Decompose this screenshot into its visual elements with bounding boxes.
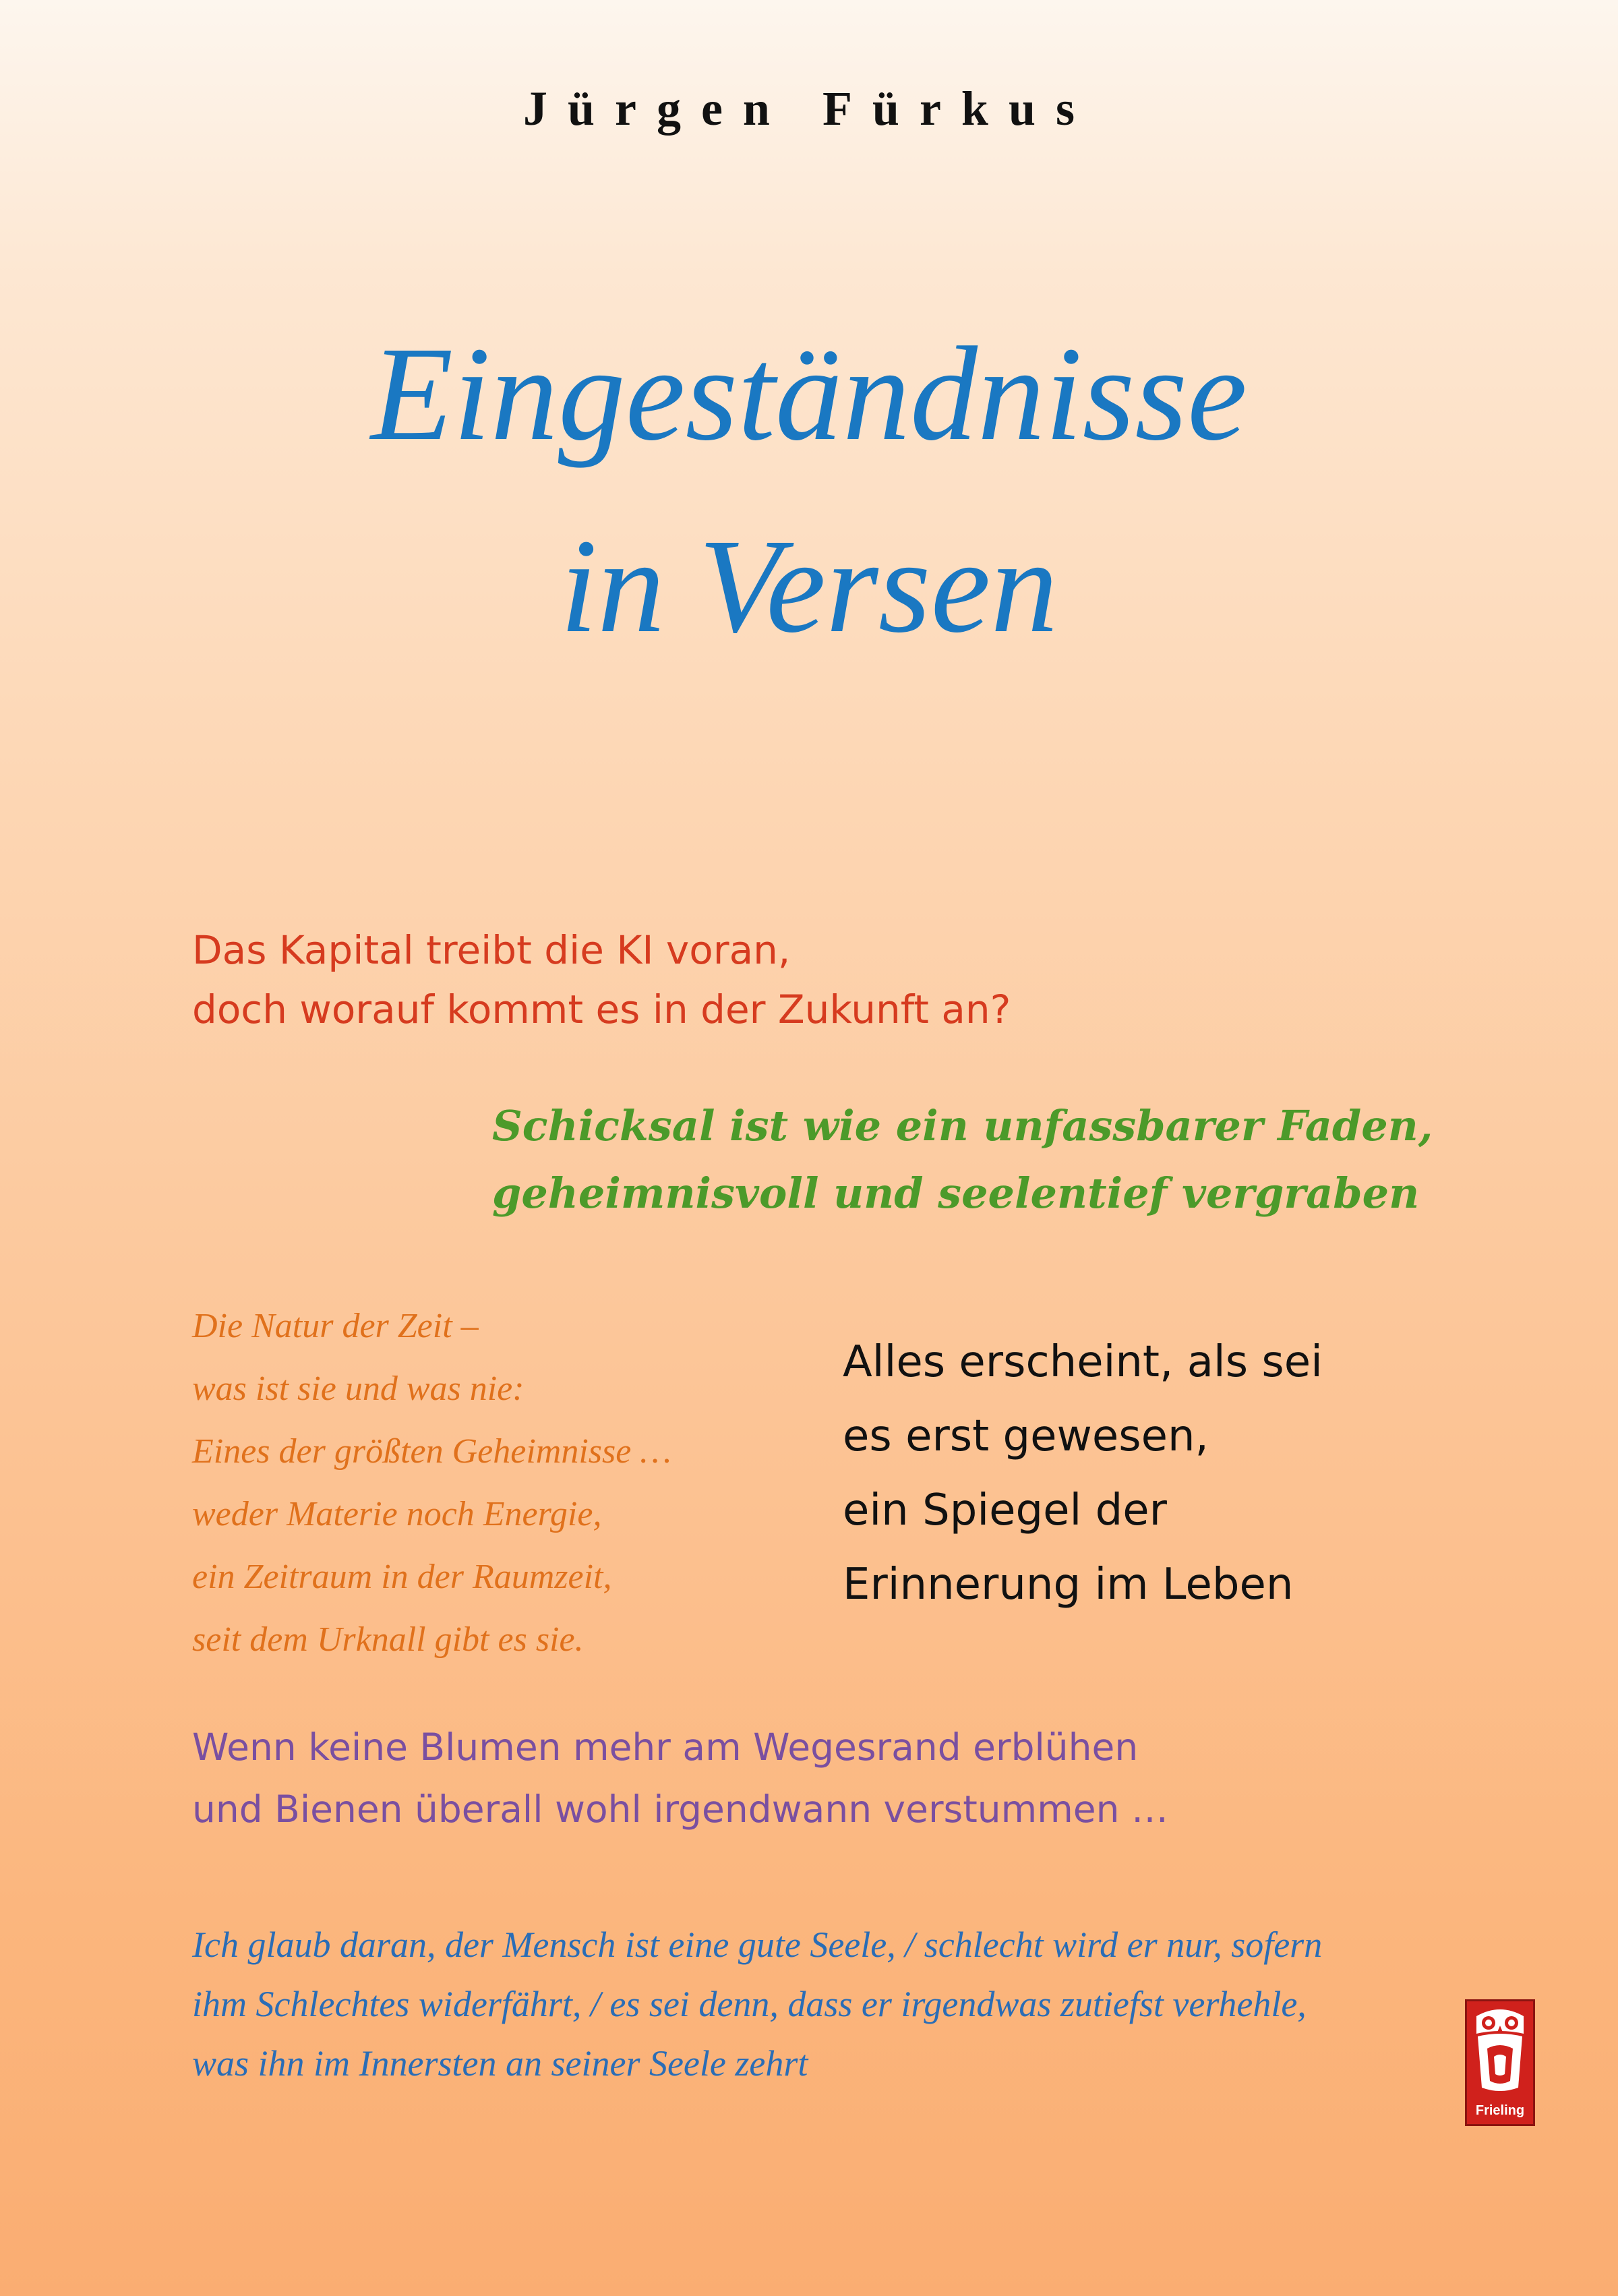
verse-line: Wenn keine Blumen mehr am Wegesrand erblühen bbox=[192, 1726, 1139, 1769]
owl-icon bbox=[1467, 2001, 1533, 2102]
publisher-name: Frieling bbox=[1475, 2103, 1525, 2118]
verse-line: Ich glaub daran, der Mensch ist eine gute Seele, / schlecht wird er nur, sofern bbox=[192, 1924, 1323, 1965]
title-line-2: in Versen bbox=[560, 512, 1058, 661]
verse-line: ein Zeitraum in der Raumzeit, bbox=[192, 1558, 612, 1596]
verse-line: was ist sie und was nie: bbox=[192, 1370, 525, 1408]
publisher-logo bbox=[1465, 1999, 1535, 2126]
verse-line: geheimnisvoll und seelentief vergraben bbox=[492, 1169, 1420, 1218]
verse-green bbox=[492, 1092, 1433, 1227]
verse-orange bbox=[192, 1295, 671, 1671]
verse-line: Die Natur der Zeit – bbox=[192, 1307, 479, 1345]
verse-line: was ihn im Innersten an seiner Seele zehrt bbox=[192, 2043, 808, 2084]
verse-purple bbox=[192, 1716, 1168, 1840]
verse-line: und Bienen überall wohl irgendwann verstummen … bbox=[192, 1788, 1168, 1831]
author-name: Jürgen Fürkus bbox=[522, 82, 1096, 136]
verse-line: ihm Schlechtes widerfährt, / es sei denn, dass er irgendwas zutiefst verhehle, bbox=[192, 1984, 1307, 2024]
verse-black bbox=[843, 1325, 1323, 1622]
verse-line: Eines der größten Geheimnisse … bbox=[192, 1432, 671, 1471]
verse-blue bbox=[192, 1915, 1322, 2093]
verse-line: seit dem Urknall gibt es sie. bbox=[192, 1620, 584, 1659]
title-line-1: Eingeständnisse bbox=[371, 320, 1247, 469]
verse-line: weder Materie noch Energie, bbox=[192, 1495, 602, 1533]
verse-line: Das Kapital treibt die KI voran, bbox=[192, 927, 791, 973]
verse-red bbox=[192, 920, 1011, 1039]
verse-line: doch worauf kommt es in der Zukunft an? bbox=[192, 987, 1011, 1032]
verse-line: ein Spiegel der bbox=[843, 1485, 1167, 1535]
verse-line: Erinnerung im Leben bbox=[843, 1560, 1294, 1610]
verse-line: Alles erscheint, als sei bbox=[843, 1337, 1323, 1387]
verse-line: Schicksal ist wie ein unfassbarer Faden, bbox=[492, 1101, 1433, 1150]
verse-line: es erst gewesen, bbox=[843, 1411, 1209, 1461]
